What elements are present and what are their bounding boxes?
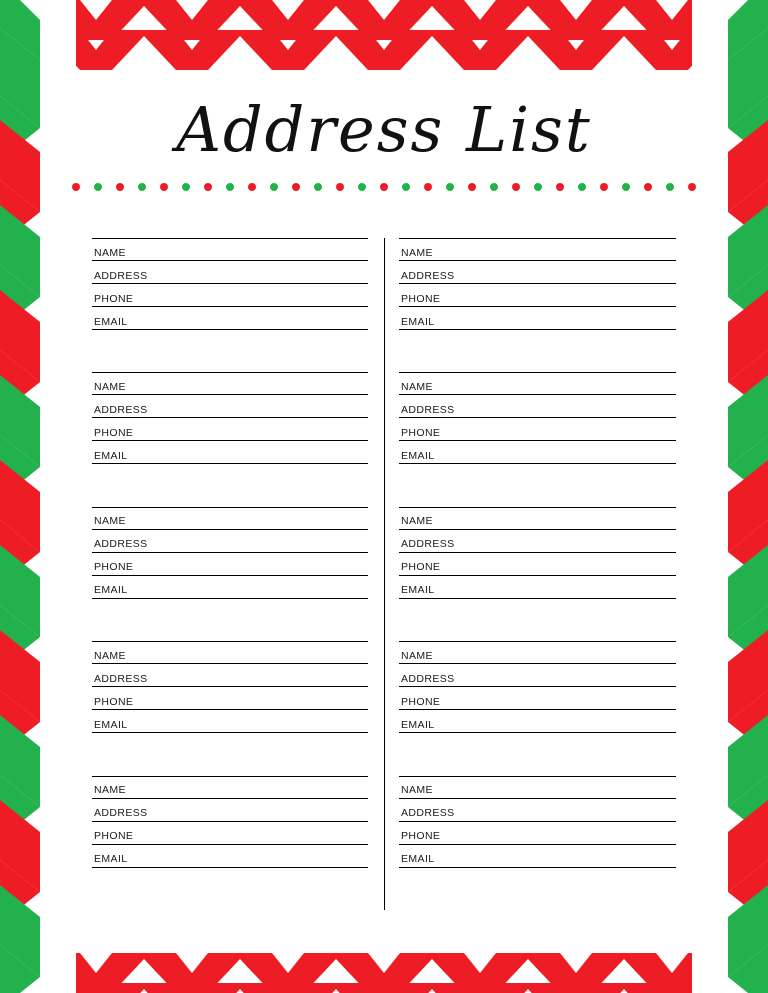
field-name[interactable] [92, 507, 368, 530]
field-value-address[interactable] [148, 267, 366, 281]
field-value-email[interactable] [455, 313, 674, 327]
address-entry-right [384, 641, 676, 775]
address-entry-row [92, 238, 676, 372]
field-phone[interactable] [399, 687, 676, 710]
field-value-phone[interactable] [148, 693, 366, 707]
divider-dot [204, 183, 212, 191]
field-value-phone[interactable] [148, 424, 366, 438]
address-entry-right [384, 238, 676, 372]
field-label-address: ADDRESS [401, 538, 455, 551]
divider-dot [270, 183, 278, 191]
field-label-address: ADDRESS [94, 538, 148, 551]
field-address[interactable] [399, 664, 676, 687]
address-entry-row [92, 776, 676, 910]
divider-dot [226, 183, 234, 191]
field-phone[interactable] [92, 822, 368, 845]
field-email[interactable] [399, 845, 676, 868]
divider-dot [160, 183, 168, 191]
field-value-address[interactable] [455, 805, 674, 819]
field-address[interactable] [92, 664, 368, 687]
entry-spacer [92, 464, 368, 506]
entry-spacer [92, 599, 368, 641]
field-label-name: NAME [401, 515, 433, 528]
address-entry-left [92, 641, 384, 775]
field-label-address: ADDRESS [94, 672, 148, 685]
field-email[interactable] [92, 845, 368, 868]
field-address[interactable] [92, 799, 368, 822]
field-label-name: NAME [401, 784, 433, 797]
field-value-email[interactable] [148, 313, 366, 327]
chevron-border-right [692, 0, 768, 993]
entry-spacer [399, 599, 676, 641]
field-phone[interactable] [92, 687, 368, 710]
field-email[interactable] [399, 710, 676, 733]
field-label-address: ADDRESS [401, 807, 455, 820]
field-value-name[interactable] [455, 782, 674, 796]
address-entry-right [384, 372, 676, 506]
field-name[interactable] [92, 238, 368, 261]
address-entry-left [92, 238, 384, 372]
field-label-email: EMAIL [401, 449, 435, 462]
field-value-address[interactable] [148, 401, 366, 415]
field-value-email[interactable] [148, 582, 366, 596]
field-value-name[interactable] [455, 513, 674, 527]
field-label-email: EMAIL [94, 315, 128, 328]
address-entry-right [384, 507, 676, 641]
field-label-email: EMAIL [94, 718, 128, 731]
field-label-name: NAME [94, 515, 126, 528]
field-label-name: NAME [401, 649, 433, 662]
field-label-address: ADDRESS [94, 807, 148, 820]
address-form [92, 238, 676, 910]
field-email[interactable] [399, 441, 676, 464]
field-value-phone[interactable] [455, 693, 674, 707]
field-value-address[interactable] [455, 401, 674, 415]
field-label-phone: PHONE [94, 830, 134, 843]
divider-dot [688, 183, 696, 191]
field-label-email: EMAIL [401, 853, 435, 866]
chevron-border-left [0, 0, 76, 993]
field-address[interactable] [399, 395, 676, 418]
field-label-name: NAME [94, 784, 126, 797]
address-entry-left [92, 507, 384, 641]
field-label-address: ADDRESS [401, 672, 455, 685]
entry-spacer [92, 330, 368, 372]
divider-dot [534, 183, 542, 191]
field-value-email[interactable] [455, 851, 674, 865]
field-name[interactable] [399, 372, 676, 395]
field-label-email: EMAIL [401, 718, 435, 731]
field-label-address: ADDRESS [94, 269, 148, 282]
field-phone[interactable] [92, 284, 368, 307]
field-label-phone: PHONE [94, 292, 134, 305]
address-entry-right [384, 776, 676, 910]
field-value-email[interactable] [148, 851, 366, 865]
divider-dot [292, 183, 300, 191]
field-label-name: NAME [401, 380, 433, 393]
field-email[interactable] [92, 307, 368, 330]
field-name[interactable] [92, 776, 368, 799]
field-address[interactable] [399, 530, 676, 553]
field-label-address: ADDRESS [401, 269, 455, 282]
divider-dot [358, 183, 366, 191]
dot-divider [68, 181, 700, 193]
field-value-address[interactable] [455, 267, 674, 281]
entry-spacer [92, 868, 368, 910]
field-phone[interactable] [399, 553, 676, 576]
field-value-phone[interactable] [455, 424, 674, 438]
field-email[interactable] [92, 441, 368, 464]
field-email[interactable] [92, 710, 368, 733]
field-label-email: EMAIL [94, 449, 128, 462]
address-entry-row [92, 641, 676, 775]
field-name[interactable] [399, 641, 676, 664]
divider-dot [248, 183, 256, 191]
field-value-email[interactable] [455, 447, 674, 461]
field-address[interactable] [399, 261, 676, 284]
field-label-name: NAME [94, 649, 126, 662]
field-value-email[interactable] [455, 582, 674, 596]
divider-dot [578, 183, 586, 191]
field-value-address[interactable] [455, 536, 674, 550]
address-entry-left [92, 372, 384, 506]
field-value-name[interactable] [455, 244, 674, 258]
field-value-phone[interactable] [455, 828, 674, 842]
field-label-phone: PHONE [94, 426, 134, 439]
divider-dot [424, 183, 432, 191]
divider-dot [490, 183, 498, 191]
field-address[interactable] [92, 261, 368, 284]
address-entry-left [92, 776, 384, 910]
field-value-name[interactable] [455, 647, 674, 661]
divider-dot [446, 183, 454, 191]
field-name[interactable] [399, 238, 676, 261]
divider-dot [556, 183, 564, 191]
field-address[interactable] [399, 799, 676, 822]
field-phone[interactable] [399, 418, 676, 441]
divider-dot [138, 183, 146, 191]
field-address[interactable] [92, 395, 368, 418]
field-label-name: NAME [94, 380, 126, 393]
field-value-phone[interactable] [148, 290, 366, 304]
field-label-phone: PHONE [401, 695, 441, 708]
field-name[interactable] [399, 776, 676, 799]
field-value-address[interactable] [148, 670, 366, 684]
divider-dot [336, 183, 344, 191]
field-value-name[interactable] [148, 647, 366, 661]
field-value-phone[interactable] [148, 828, 366, 842]
field-name[interactable] [92, 372, 368, 395]
divider-dot [666, 183, 674, 191]
field-value-phone[interactable] [455, 290, 674, 304]
field-value-phone[interactable] [148, 559, 366, 573]
field-value-phone[interactable] [455, 559, 674, 573]
divider-dot [314, 183, 322, 191]
field-value-address[interactable] [455, 670, 674, 684]
field-phone[interactable] [92, 553, 368, 576]
field-label-phone: PHONE [401, 426, 441, 439]
field-label-email: EMAIL [401, 584, 435, 597]
field-email[interactable] [399, 576, 676, 599]
address-entry-row [92, 507, 676, 641]
divider-dot [94, 183, 102, 191]
divider-dot [468, 183, 476, 191]
field-email[interactable] [92, 576, 368, 599]
divider-dot [380, 183, 388, 191]
entry-spacer [399, 330, 676, 372]
divider-dot [182, 183, 190, 191]
divider-dot [512, 183, 520, 191]
field-label-phone: PHONE [94, 695, 134, 708]
field-label-phone: PHONE [94, 561, 134, 574]
sheet [68, 72, 700, 928]
field-value-address[interactable] [148, 536, 366, 550]
field-value-email[interactable] [148, 447, 366, 461]
field-value-name[interactable] [148, 782, 366, 796]
field-phone[interactable] [92, 418, 368, 441]
field-value-email[interactable] [148, 716, 366, 730]
entry-spacer [399, 733, 676, 775]
field-phone[interactable] [399, 822, 676, 845]
field-label-name: NAME [401, 246, 433, 259]
field-label-phone: PHONE [401, 561, 441, 574]
address-entry-row [92, 372, 676, 506]
field-value-name[interactable] [148, 513, 366, 527]
entry-spacer [399, 868, 676, 910]
divider-dot [644, 183, 652, 191]
page-title: Address List [176, 93, 592, 166]
field-label-address: ADDRESS [94, 403, 148, 416]
field-name[interactable] [92, 641, 368, 664]
field-label-phone: PHONE [401, 830, 441, 843]
divider-dot [72, 183, 80, 191]
field-phone[interactable] [399, 284, 676, 307]
chevron-border-bottom [0, 917, 768, 993]
field-label-address: ADDRESS [401, 403, 455, 416]
divider-dot [116, 183, 124, 191]
field-name[interactable] [399, 507, 676, 530]
field-value-email[interactable] [455, 716, 674, 730]
field-address[interactable] [92, 530, 368, 553]
field-value-name[interactable] [148, 244, 366, 258]
divider-dot [402, 183, 410, 191]
entry-spacer [92, 733, 368, 775]
divider-dot [622, 183, 630, 191]
field-label-phone: PHONE [401, 292, 441, 305]
field-value-name[interactable] [148, 378, 366, 392]
field-label-name: NAME [94, 246, 126, 259]
field-label-email: EMAIL [94, 584, 128, 597]
field-label-email: EMAIL [401, 315, 435, 328]
field-email[interactable] [399, 307, 676, 330]
field-value-name[interactable] [455, 378, 674, 392]
field-label-email: EMAIL [94, 853, 128, 866]
chevron-border-top [0, 0, 768, 76]
field-value-address[interactable] [148, 805, 366, 819]
entry-spacer [399, 464, 676, 506]
divider-dot [600, 183, 608, 191]
